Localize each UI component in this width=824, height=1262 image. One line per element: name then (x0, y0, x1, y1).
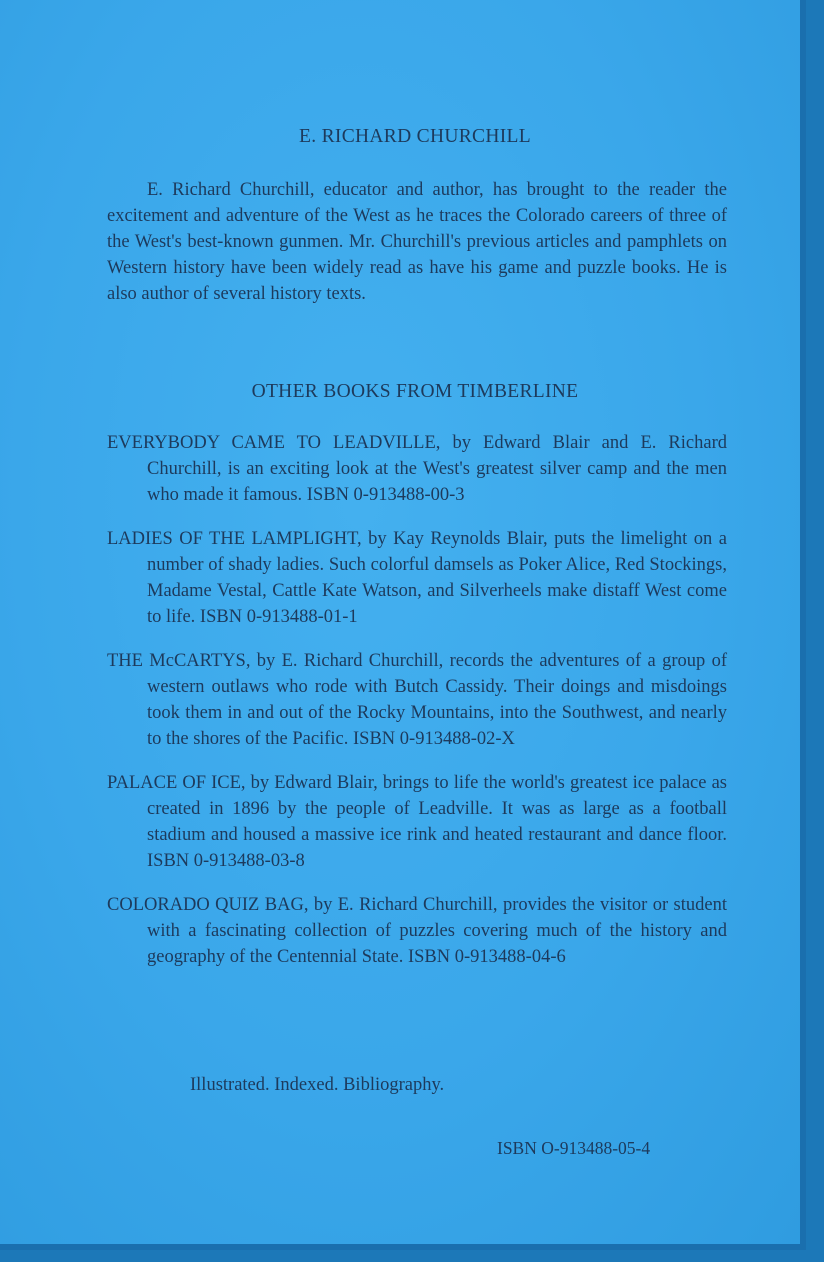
book-entry: PALACE OF ICE, by Edward Blair, brings to life the world's greatest ice palace as created in 1896 by the people of Leadville. It was as large as a football stadium and housed a massive ice rink and heated restaurant and dance floor. ISBN 0-913488-03-8 (107, 773, 727, 871)
isbn-number: ISBN O-913488-05-4 (497, 1138, 651, 1158)
author-heading: E. RICHARD CHURCHILL (299, 126, 531, 147)
book-entry: THE McCARTYS, by E. Richard Churchill, records the adventures of a group of western outlaws who rode with Butch Cassidy. Their doings and misdoings took them in and out of the Rocky Mountains, into the Southwest, and nearly to the shores of the Pacific. ISBN 0-913488-02-X (107, 651, 727, 749)
other-books-heading: OTHER BOOKS FROM TIMBERLINE (251, 381, 579, 402)
book-entry: COLORADO QUIZ BAG, by E. Richard Churchill, provides the visitor or student with a fascinating collection of puzzles covering much of the history and geography of the Centennial State. ISBN 0-913488-04-6 (107, 895, 727, 967)
author-bio: E. Richard Churchill, educator and author, has brought to the reader the excitement and adventure of the West as he traces the Colorado careers of three of the West's best-known gunmen. Mr. Churchill's previous articles and pamphlets on Western history have been widely read as have his game and puzzle books. He is also author of several history texts. (107, 180, 727, 304)
book-list (107, 430, 727, 988)
book-entry: EVERYBODY CAME TO LEADVILLE, by Edward Blair and E. Richard Churchill, is an exciting look at the West's greatest silver camp and the men who made it famous. ISBN 0-913488-00-3 (107, 433, 727, 505)
features-note: Illustrated. Indexed. Bibliography. (190, 1075, 445, 1095)
book-entry: LADIES OF THE LAMPLIGHT, by Kay Reynolds Blair, puts the limelight on a number of shady ladies. Such colorful damsels as Poker Alice, Red Stockings, Madame Vestal, Cattle Kate Watson, and Silverheels make distaff West come to life. ISBN 0-913488-01-1 (107, 529, 727, 627)
